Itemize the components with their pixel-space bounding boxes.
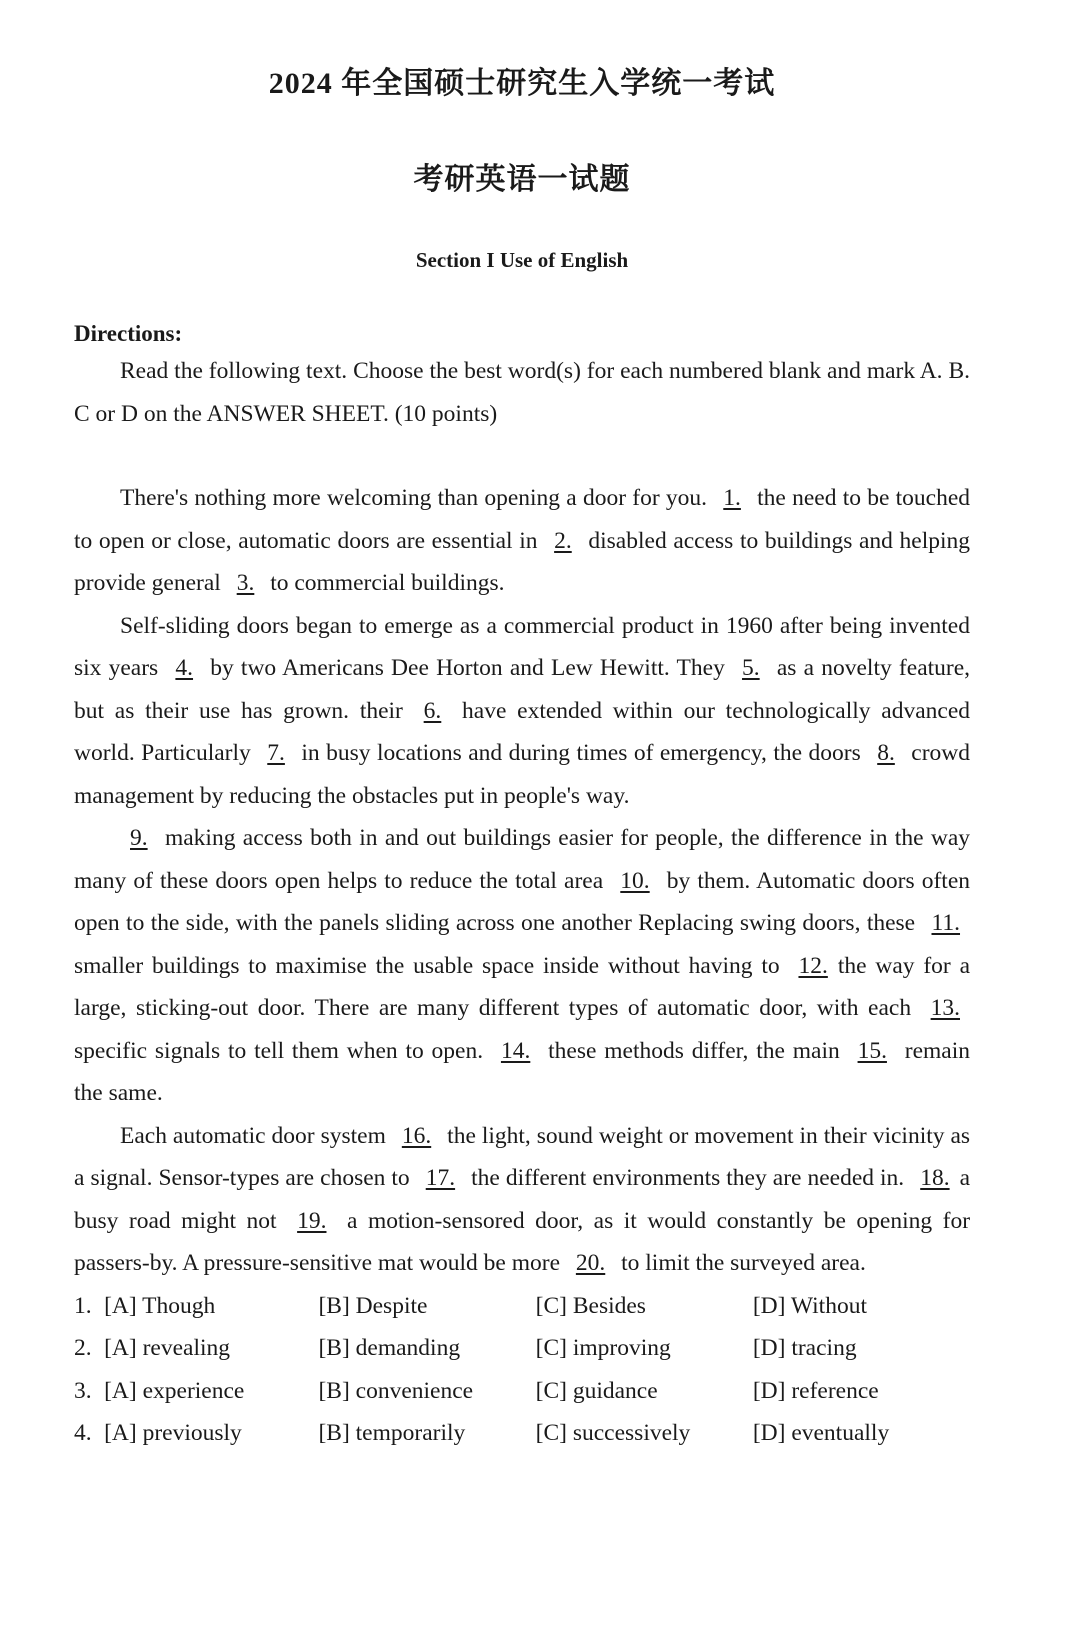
option-c: [C] guidance [535,1377,658,1404]
blank-8: 8. [877,740,895,766]
blank-5: 5. [742,655,760,681]
exam-subtitle: 考研英语一试题 [413,163,631,196]
answer-options [74,1285,970,1455]
passage-text: disabled access to buildings and helping provide general [74,527,971,596]
section-heading: Section I Use of English [415,248,629,272]
question-number: 3. [74,1377,92,1404]
blank-9: 9. [130,825,148,851]
blank-7: 7. [267,740,285,766]
blank-2: 2. [554,527,572,554]
question-row [74,1370,970,1413]
passage-text: by them. Automatic doors often open to the side, with the panels sliding across one another Replacing swing doors, these [74,867,971,936]
blank-17: 17. [425,1165,456,1191]
blank-14: 14. [500,1037,531,1064]
option-b: [B] demanding [318,1335,461,1361]
passage-text: a busy road might not [74,1165,971,1234]
question-number: 4. [74,1420,92,1446]
option-c: [C] Besides [535,1292,646,1319]
blank-13: 13. [930,995,960,1021]
question-row [74,1285,970,1328]
option-a: [A] revealing [104,1335,231,1361]
passage-paragraph-2 [74,605,970,818]
passage-paragraph-1 [74,477,970,605]
blank-16: 16. [401,1122,432,1149]
passage-text: the need to be touched to open or close, automatic doors are essential in [74,485,971,554]
option-a: [A] experience [104,1377,245,1404]
exam-title: 2024 年全国硕士研究生入学统一考试 [268,67,776,100]
option-c: [C] improving [535,1335,671,1361]
option-a: [A] previously [104,1420,242,1446]
directions-label: Directions: [74,321,183,346]
option-d: [D] tracing [752,1335,857,1361]
passage-text: Each automatic door system [120,1122,386,1149]
passage-text: a motion-sensored door, as it would constantly be opening for passers-by. A pressure-sensitive mat would be more [74,1207,971,1276]
option-d: [D] eventually [752,1420,890,1446]
blank-4: 4. [175,655,194,681]
directions-text: Read the following text. Choose the best word(s) for each numbered blank and mark A. B. C or D on the ANSWER SHEET. (10 points) [74,358,970,427]
passage-text: crowd management by reducing the obstacles put in people's way. [74,740,971,809]
option-b: [B] temporarily [318,1420,466,1446]
passage-text: in busy locations and during times of emergency, the doors [301,740,861,766]
blank-19: 19. [297,1207,327,1234]
passage-paragraph-4 [74,1115,970,1285]
option-d: [D] reference [752,1377,879,1404]
passage-paragraph-3 [74,817,970,1115]
option-c: [C] successively [535,1420,691,1446]
blank-6: 6. [423,697,442,724]
passage-text: specific signals to tell them when to open. [74,1037,484,1064]
option-b: [B] Despite [318,1292,428,1319]
passage-text: remain the same. [74,1037,971,1106]
passage-text: have extended within our technologically advanced world. Particularly [74,697,971,766]
blank-20: 20. [575,1250,606,1276]
option-a: [A] Though [104,1292,216,1319]
passage-text: There's nothing more welcoming than opening a door for you. [120,485,708,511]
passage-text: the way for a large, sticking-out door. There are many different types of automatic door, with each [74,952,971,1021]
passage-text: these methods differ, the main [548,1037,840,1064]
passage-text: to commercial buildings. [270,570,505,596]
passage-text: to limit the surveyed area. [621,1250,866,1276]
question-number: 1. [74,1292,92,1319]
blank-15: 15. [857,1037,887,1064]
blank-1: 1. [723,485,741,511]
passage-text: smaller buildings to maximise the usable space inside without having to [74,952,780,979]
blank-10: 10. [620,867,650,894]
passage-text: Self-sliding doors began to emerge as a commercial product in 1960 after being invented six years [74,612,970,681]
passage-text: making access both in and out buildings easier for people, the difference in the way many of these doors open helps to reduce the total area [74,825,970,894]
question-row [74,1412,970,1455]
blank-11: 11. [931,910,961,936]
passage-text: the light, sound weight or movement in their vicinity as a signal. Sensor-types are chosen to [74,1122,971,1191]
question-number: 2. [74,1335,92,1361]
spacer [74,435,970,477]
option-d: [D] Without [752,1292,867,1319]
blank-12: 12. [798,952,828,979]
question-row [74,1327,970,1370]
blank-18: 18. [920,1165,950,1191]
option-b: [B] convenience [318,1377,474,1404]
passage-text: by two Americans Dee Horton and Lew Hewitt. They [210,655,725,681]
passage-text: as a novelty feature, but as their use has grown. their [74,655,971,724]
passage-text: the different environments they are needed in. [471,1165,905,1191]
blank-3: 3. [236,570,255,596]
